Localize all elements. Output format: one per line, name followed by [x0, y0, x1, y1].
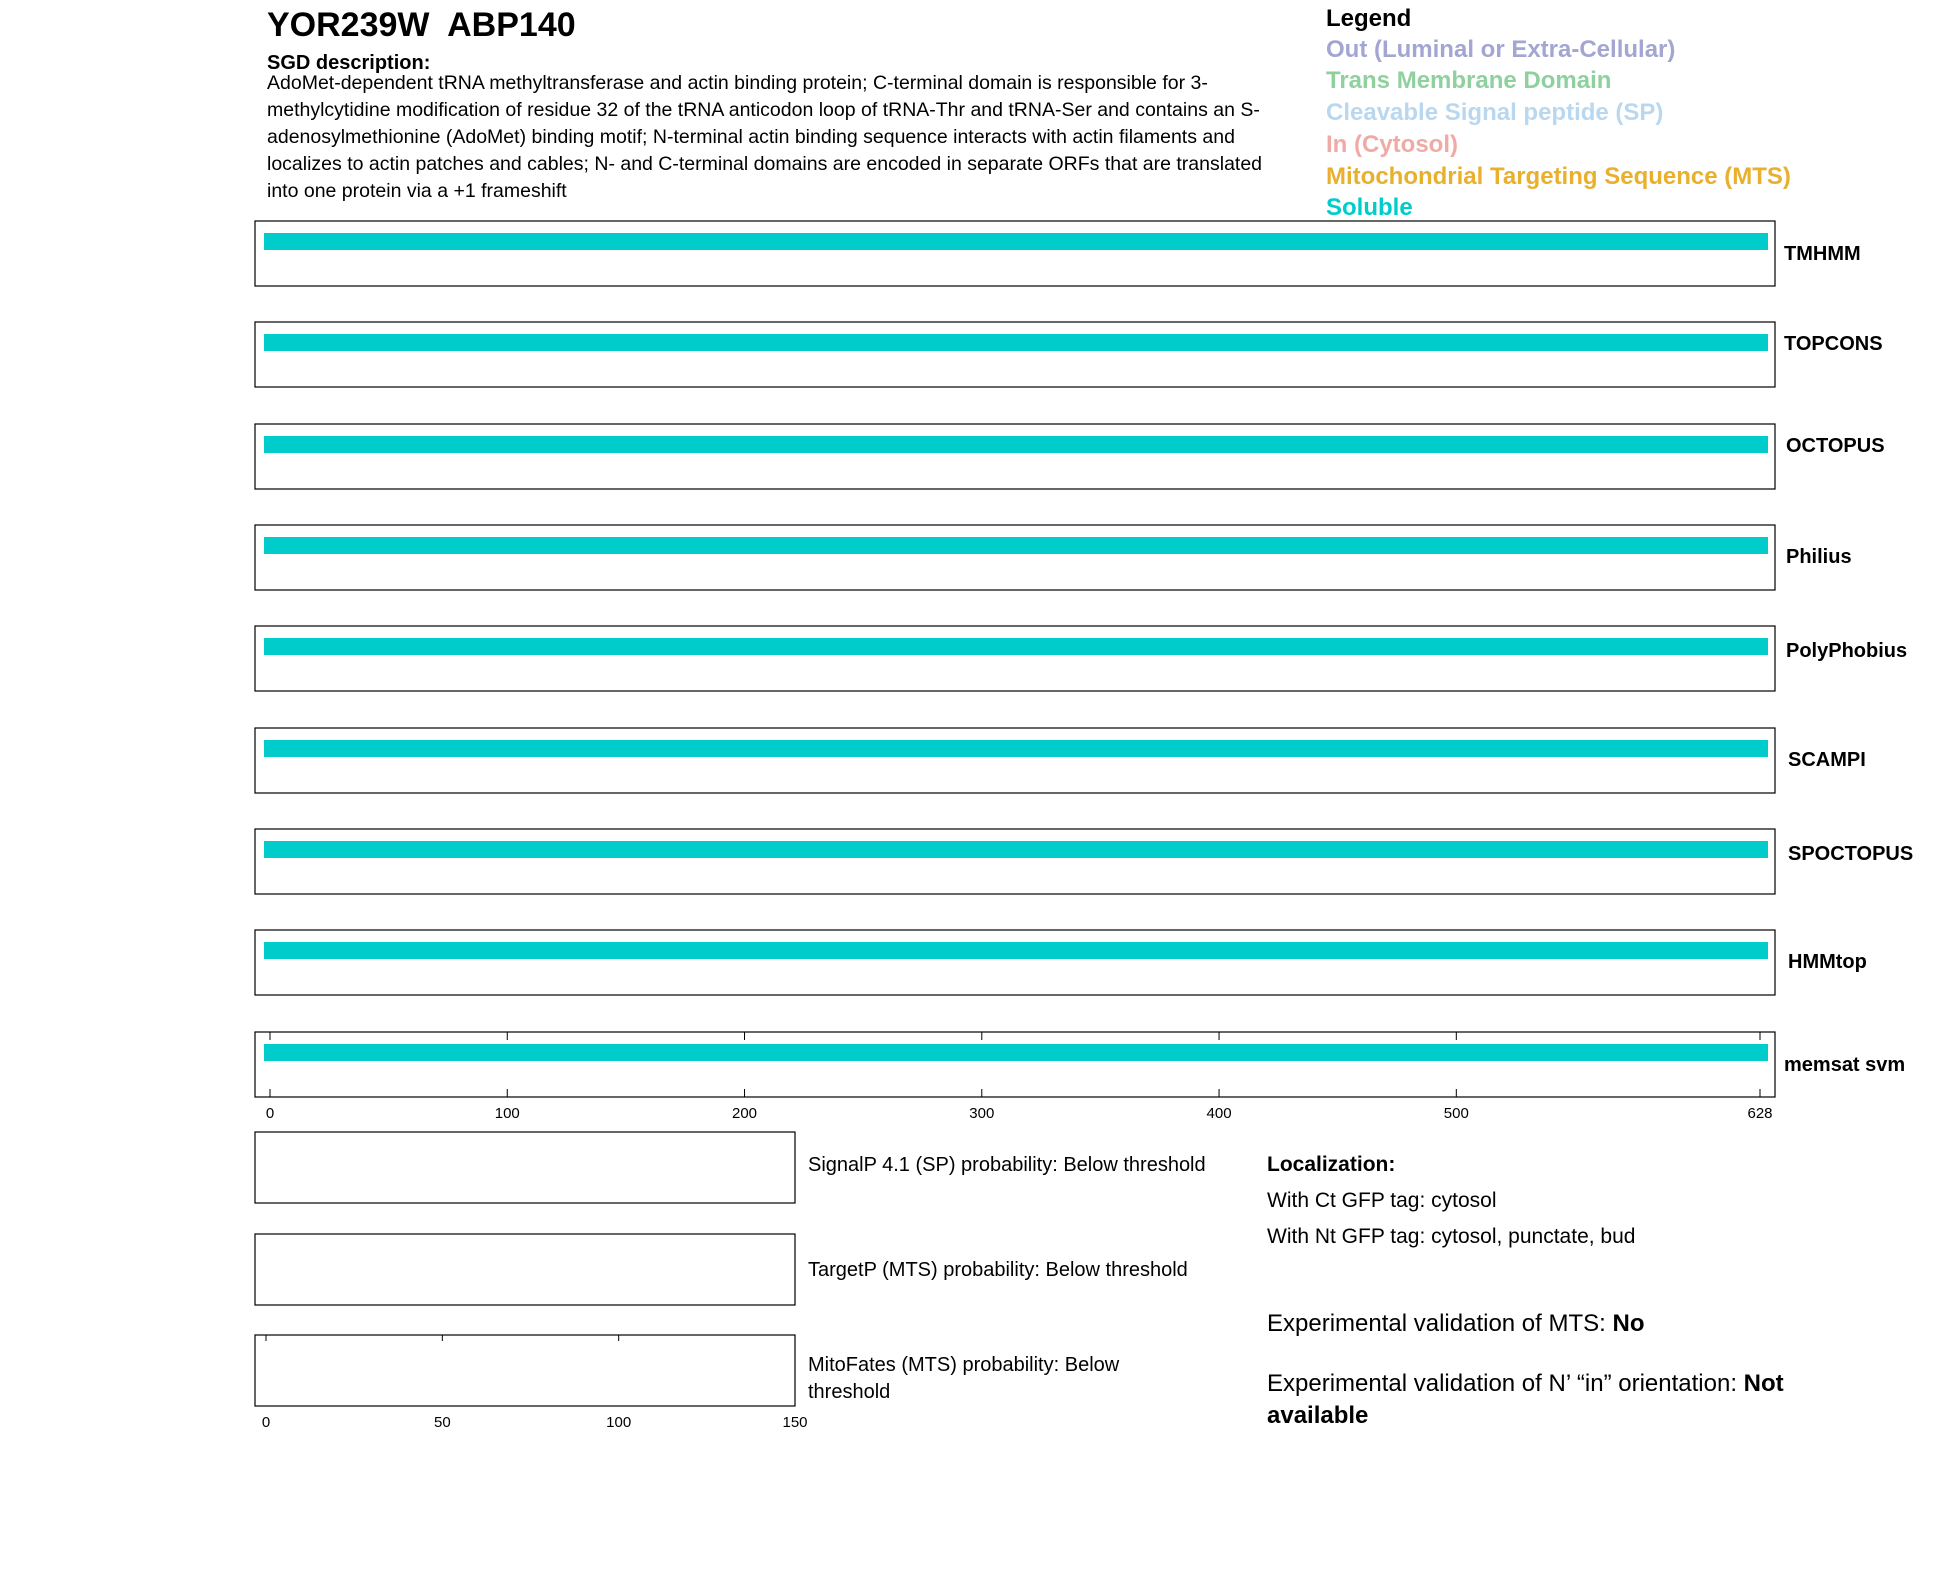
- localization-ct: With Ct GFP tag: cytosol: [1267, 1189, 1497, 1212]
- x-tick-label-200: 200: [732, 1105, 758, 1122]
- track-segment-tmhmm: [264, 233, 1768, 250]
- legend-item-mts: Mitochondrial Targeting Sequence (MTS): [1326, 163, 1791, 190]
- sgd-description-text: AdoMet-dependent tRNA methyltransferase and actin binding protein; C-terminal domain is responsible for 3-methylcytidine modification of residue 32 of the tRNA anticodon loop of tRNA-Thr and tRNA-Ser and contains an S-adenosylmethionine (AdoMet) binding motif; N-terminal actin binding sequence interacts with actin filaments and localizes to actin patches and cables; N- and C-terminal domains are encoded in separate ORFs that are translated into one protein via a +1 frameshift: [267, 72, 1263, 202]
- localization-title: Localization:: [1267, 1153, 1396, 1176]
- mitofates-label-line2: threshold: [808, 1381, 891, 1403]
- x-tick-label-0: 0: [265, 1105, 275, 1122]
- x-tick-label-300: 300: [969, 1105, 995, 1122]
- track-label-topcons: TOPCONS: [1784, 333, 1883, 355]
- track-box-spoctopus: [255, 829, 1775, 894]
- track-box-memsat-svm: [255, 1032, 1775, 1097]
- prob-x-tick-label-0: 0: [261, 1414, 271, 1431]
- track-label-hmmtop: HMMtop: [1788, 951, 1867, 973]
- localization-nt: With Nt GFP tag: cytosol, punctate, bud: [1267, 1225, 1636, 1248]
- prob-x-tick-label-100: 100: [606, 1414, 632, 1431]
- mts-validation-prefix: Experimental validation of MTS:: [1267, 1310, 1613, 1337]
- track-segment-philius: [264, 537, 1768, 554]
- x-tick-label-500: 500: [1443, 1105, 1469, 1122]
- track-segment-octopus: [264, 436, 1768, 453]
- track-label-spoctopus: SPOCTOPUS: [1788, 843, 1914, 865]
- track-box-octopus: [255, 424, 1775, 489]
- orientation-validation: [1267, 1368, 1867, 1432]
- mts-validation: [1267, 1310, 1644, 1338]
- x-tick-label-400: 400: [1206, 1105, 1232, 1122]
- track-label-polyphobius: PolyPhobius: [1786, 640, 1908, 662]
- track-segment-memsat-svm: [264, 1044, 1768, 1061]
- legend-item-transmembrane: Trans Membrane Domain: [1326, 67, 1612, 94]
- track-box-philius: [255, 525, 1775, 590]
- orientation-validation-value: Not available: [1267, 1370, 1784, 1429]
- prob-x-tick-label-50: 50: [433, 1414, 451, 1431]
- track-label-tmhmm: TMHMM: [1784, 243, 1861, 265]
- orientation-validation-prefix: Experimental validation of N’ “in” orientation:: [1267, 1370, 1744, 1397]
- legend-item-out: Out (Luminal or Extra-Cellular): [1326, 36, 1676, 63]
- track-label-scampi: SCAMPI: [1788, 749, 1866, 771]
- track-box-hmmtop: [255, 930, 1775, 995]
- track-segment-hmmtop: [264, 942, 1768, 959]
- legend-item-soluble: Soluble: [1326, 194, 1413, 221]
- track-box-scampi: [255, 728, 1775, 793]
- page-title: YOR239W ABP140: [267, 6, 576, 44]
- mitofates-label-line1: MitoFates (MTS) probability: Below: [808, 1354, 1120, 1376]
- probability-panel-2: [255, 1234, 795, 1305]
- targetp-label: TargetP (MTS) probability: Below threshold: [808, 1259, 1188, 1281]
- track-box-polyphobius: [255, 626, 1775, 691]
- x-tick-label-100: 100: [494, 1105, 520, 1122]
- track-label-memsat-svm: memsat svm: [1784, 1054, 1906, 1076]
- track-label-philius: Philius: [1786, 546, 1852, 568]
- mts-validation-value: No: [1612, 1310, 1645, 1337]
- probability-panel-3: [255, 1335, 795, 1406]
- probability-panel-1: [255, 1132, 795, 1203]
- track-segment-scampi: [264, 740, 1768, 757]
- x-tick-label-628: 628: [1747, 1105, 1773, 1122]
- track-segment-topcons: [264, 334, 1768, 351]
- track-box-topcons: [255, 322, 1775, 387]
- signalp-label: SignalP 4.1 (SP) probability: Below threshold: [808, 1154, 1206, 1176]
- track-box-tmhmm: [255, 221, 1775, 286]
- legend-title: Legend: [1326, 5, 1412, 32]
- sgd-description-label: SGD description:: [267, 52, 431, 74]
- prob-x-tick-label-150: 150: [782, 1414, 808, 1431]
- legend-item-in: In (Cytosol): [1326, 131, 1458, 158]
- track-segment-polyphobius: [264, 638, 1768, 655]
- track-segment-spoctopus: [264, 841, 1768, 858]
- legend-item-signal-peptide: Cleavable Signal peptide (SP): [1326, 99, 1664, 126]
- track-label-octopus: OCTOPUS: [1786, 435, 1885, 457]
